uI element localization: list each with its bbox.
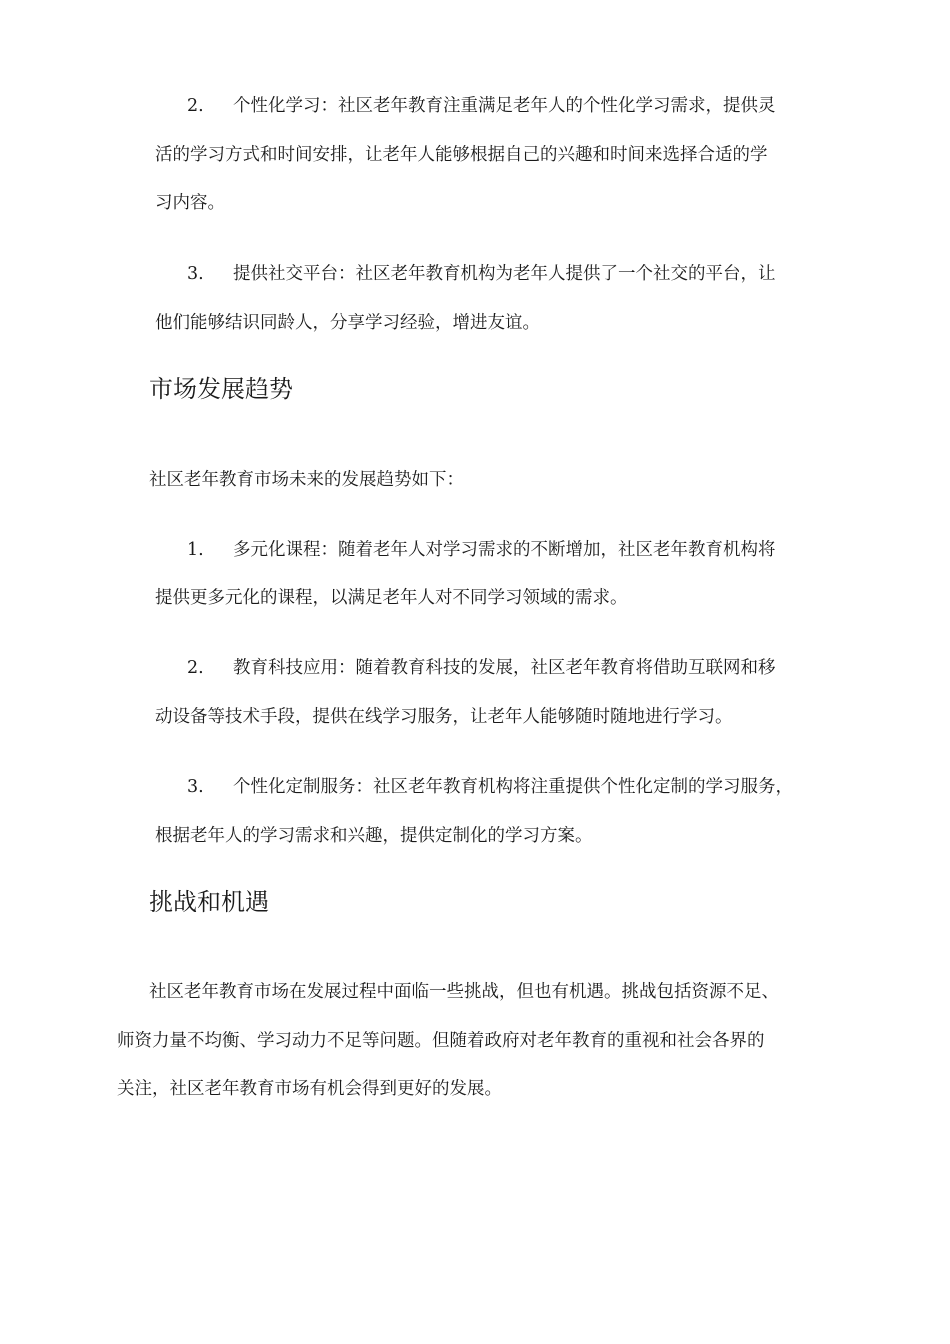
paragraph-line: 社区老年教育市场在发展过程中面临一些挑战，但也有机遇。挑战包括资源不足、 <box>149 982 779 1002</box>
paragraph-line: 关注，社区老年教育市场有机会得到更好的发展。 <box>117 1079 502 1099</box>
list-item-text: 个性化定制服务：社区老年教育机构将注重提供个性化定制的学习服务， <box>233 777 793 797</box>
list-item-text: 活的学习方式和时间安排，让老年人能够根据自己的兴趣和时间来选择合适的学 <box>155 145 768 165</box>
list-number: 2. <box>187 96 204 116</box>
list-item-text: 他们能够结识同龄人，分享学习经验，增进友谊。 <box>155 313 540 333</box>
list-item-text: 提供社交平台：社区老年教育机构为老年人提供了一个社交的平台，让 <box>233 264 776 284</box>
list-item-text: 根据老年人的学习需求和兴趣，提供定制化的学习方案。 <box>155 826 593 846</box>
list-number: 3. <box>187 777 204 797</box>
list-item-text: 个性化学习：社区老年教育注重满足老年人的个性化学习需求，提供灵 <box>233 96 776 116</box>
list-number: 2. <box>187 658 204 678</box>
section-heading: 挑战和机遇 <box>149 888 269 916</box>
section-heading: 市场发展趋势 <box>149 375 293 403</box>
paragraph-line: 师资力量不均衡、学习动力不足等问题。但随着政府对老年教育的重视和社会各界的 <box>117 1031 765 1051</box>
list-item-text: 提供更多元化的课程，以满足老年人对不同学习领域的需求。 <box>155 588 628 608</box>
list-number: 1. <box>187 540 204 560</box>
list-item-text: 习内容。 <box>155 193 225 213</box>
list-item-text: 动设备等技术手段，提供在线学习服务，让老年人能够随时随地进行学习。 <box>155 707 733 727</box>
list-number: 3. <box>187 264 204 284</box>
list-item-text: 多元化课程：随着老年人对学习需求的不断增加，社区老年教育机构将 <box>233 540 776 560</box>
paragraph: 社区老年教育市场未来的发展趋势如下： <box>149 470 464 490</box>
list-item-text: 教育科技应用：随着教育科技的发展，社区老年教育将借助互联网和移 <box>233 658 776 678</box>
